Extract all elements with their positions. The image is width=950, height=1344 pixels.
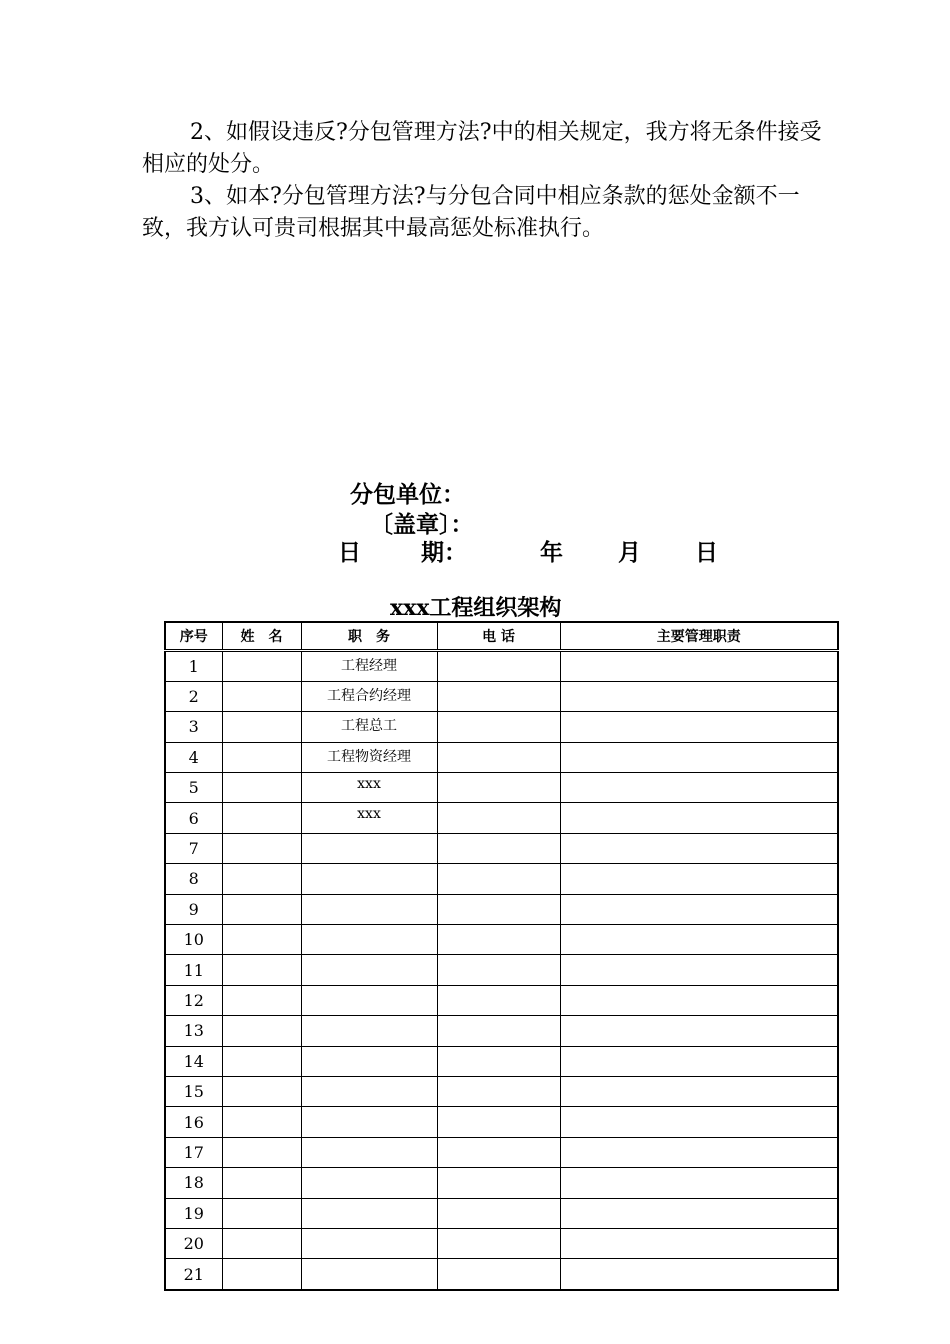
table-row — [165, 1076, 838, 1106]
cell-position — [301, 955, 437, 985]
cell-position — [301, 1016, 437, 1046]
cell-phone — [437, 1198, 560, 1228]
cell-position — [301, 1137, 437, 1167]
date-label-part-2: 期： — [421, 540, 467, 566]
month-label: 月 — [618, 540, 641, 566]
cell-position: xxx — [301, 773, 437, 803]
cell-phone — [437, 955, 560, 985]
cell-position: 工程合约经理 — [301, 681, 437, 711]
table-row — [165, 742, 838, 772]
header-name: 姓 名 — [222, 622, 301, 650]
table-row — [165, 1107, 838, 1137]
cell-duty — [560, 773, 838, 803]
table-row — [165, 925, 838, 955]
paragraph-clause-3 — [142, 181, 842, 245]
cell-phone — [437, 773, 560, 803]
cell-phone — [437, 925, 560, 955]
cell-duty — [560, 742, 838, 772]
date-label-part-1: 日 — [338, 540, 361, 566]
cell-name — [222, 803, 301, 833]
cell-position: 工程物资经理 — [301, 742, 437, 772]
cell-phone — [437, 681, 560, 711]
cell-position — [301, 1198, 437, 1228]
date-label — [338, 534, 467, 567]
cell-seq: 21 — [165, 1259, 222, 1290]
table-row — [165, 773, 838, 803]
cell-seq: 5 — [165, 773, 222, 803]
table-row — [165, 833, 838, 863]
cell-name — [222, 1046, 301, 1076]
cell-duty — [560, 833, 838, 863]
table-row — [165, 803, 838, 833]
table-row — [165, 1259, 838, 1290]
cell-seq: 2 — [165, 681, 222, 711]
cell-phone — [437, 833, 560, 863]
cell-name — [222, 1259, 301, 1290]
table-title: xxx工程组织架构 — [390, 595, 562, 621]
cell-duty — [560, 712, 838, 742]
cell-name — [222, 985, 301, 1015]
table-body — [165, 650, 838, 1290]
cell-phone — [437, 803, 560, 833]
cell-duty — [560, 650, 838, 681]
cell-name — [222, 955, 301, 985]
cell-seq: 11 — [165, 955, 222, 985]
cell-duty — [560, 985, 838, 1015]
table-row — [165, 864, 838, 894]
table-row — [165, 1046, 838, 1076]
cell-duty — [560, 1137, 838, 1167]
cell-duty — [560, 1259, 838, 1290]
cell-seq: 20 — [165, 1228, 222, 1258]
cell-position — [301, 1046, 437, 1076]
cell-name — [222, 1228, 301, 1258]
cell-phone — [437, 1259, 560, 1290]
table-header-row — [165, 622, 838, 650]
cell-duty — [560, 864, 838, 894]
table-row — [165, 650, 838, 681]
subcontractor-unit-label: 分包单位： — [350, 482, 465, 508]
cell-duty — [560, 803, 838, 833]
cell-seq: 12 — [165, 985, 222, 1015]
cell-position — [301, 1076, 437, 1106]
cell-name — [222, 1168, 301, 1198]
cell-phone — [437, 1016, 560, 1046]
cell-position — [301, 864, 437, 894]
cell-duty — [560, 955, 838, 985]
table-row — [165, 1137, 838, 1167]
paragraph-text: 2、如假设违反?分包管理方法?中的相关规定，我方将无条件接受相应的处分。 — [142, 120, 822, 177]
cell-duty — [560, 925, 838, 955]
cell-duty — [560, 894, 838, 924]
cell-phone — [437, 712, 560, 742]
year-label: 年 — [540, 540, 563, 566]
cell-name — [222, 650, 301, 681]
cell-seq: 15 — [165, 1076, 222, 1106]
table-row — [165, 894, 838, 924]
table-row — [165, 681, 838, 711]
cell-seq: 4 — [165, 742, 222, 772]
table-row — [165, 1198, 838, 1228]
cell-position: xxx — [301, 803, 437, 833]
cell-position — [301, 985, 437, 1015]
cell-position — [301, 1259, 437, 1290]
cell-position — [301, 1228, 437, 1258]
cell-phone — [437, 650, 560, 681]
cell-phone — [437, 1076, 560, 1106]
cell-position — [301, 925, 437, 955]
cell-position: 工程经理 — [301, 650, 437, 681]
cell-name — [222, 1107, 301, 1137]
cell-seq: 16 — [165, 1107, 222, 1137]
cell-phone — [437, 1107, 560, 1137]
cell-seq: 10 — [165, 925, 222, 955]
table-row — [165, 712, 838, 742]
paragraph-clause-2 — [142, 117, 842, 181]
cell-position — [301, 833, 437, 863]
cell-seq: 9 — [165, 894, 222, 924]
paragraph-text: 3、如本?分包管理方法?与分包合同中相应条款的惩处金额不一致，我方认可贵司根据其中最高惩处标准执行。 — [142, 184, 800, 241]
cell-phone — [437, 1228, 560, 1258]
cell-duty — [560, 1046, 838, 1076]
cell-name — [222, 894, 301, 924]
cell-seq: 14 — [165, 1046, 222, 1076]
cell-position — [301, 1107, 437, 1137]
header-seq: 序号 — [165, 622, 222, 650]
cell-phone — [437, 1046, 560, 1076]
table-row — [165, 985, 838, 1015]
cell-name — [222, 1137, 301, 1167]
cell-seq: 1 — [165, 650, 222, 681]
cell-phone — [437, 894, 560, 924]
cell-name — [222, 833, 301, 863]
cell-seq: 7 — [165, 833, 222, 863]
cell-seq: 18 — [165, 1168, 222, 1198]
cell-seq: 8 — [165, 864, 222, 894]
cell-name — [222, 925, 301, 955]
cell-name — [222, 712, 301, 742]
cell-duty — [560, 1228, 838, 1258]
header-position: 职 务 — [301, 622, 437, 650]
cell-duty — [560, 1168, 838, 1198]
cell-duty — [560, 681, 838, 711]
cell-duty — [560, 1107, 838, 1137]
cell-name — [222, 742, 301, 772]
header-phone: 电 话 — [437, 622, 560, 650]
cell-seq: 6 — [165, 803, 222, 833]
table-row — [165, 955, 838, 985]
cell-phone — [437, 742, 560, 772]
org-structure-table — [164, 621, 839, 1291]
header-duty: 主要管理职责 — [560, 622, 838, 650]
table-row — [165, 1168, 838, 1198]
table-row — [165, 1228, 838, 1258]
cell-name — [222, 773, 301, 803]
cell-phone — [437, 864, 560, 894]
cell-seq: 13 — [165, 1016, 222, 1046]
cell-position: 工程总工 — [301, 712, 437, 742]
cell-seq: 19 — [165, 1198, 222, 1228]
cell-seq: 3 — [165, 712, 222, 742]
cell-name — [222, 864, 301, 894]
cell-duty — [560, 1016, 838, 1046]
cell-duty — [560, 1076, 838, 1106]
cell-position — [301, 1168, 437, 1198]
cell-seq: 17 — [165, 1137, 222, 1167]
cell-phone — [437, 985, 560, 1015]
cell-phone — [437, 1168, 560, 1198]
cell-position — [301, 894, 437, 924]
cell-duty — [560, 1198, 838, 1228]
seal-label: 〔盖章〕： — [370, 512, 474, 538]
table-row — [165, 1016, 838, 1046]
cell-name — [222, 1076, 301, 1106]
cell-name — [222, 681, 301, 711]
day-label: 日 — [695, 540, 718, 566]
cell-name — [222, 1198, 301, 1228]
cell-name — [222, 1016, 301, 1046]
cell-phone — [437, 1137, 560, 1167]
